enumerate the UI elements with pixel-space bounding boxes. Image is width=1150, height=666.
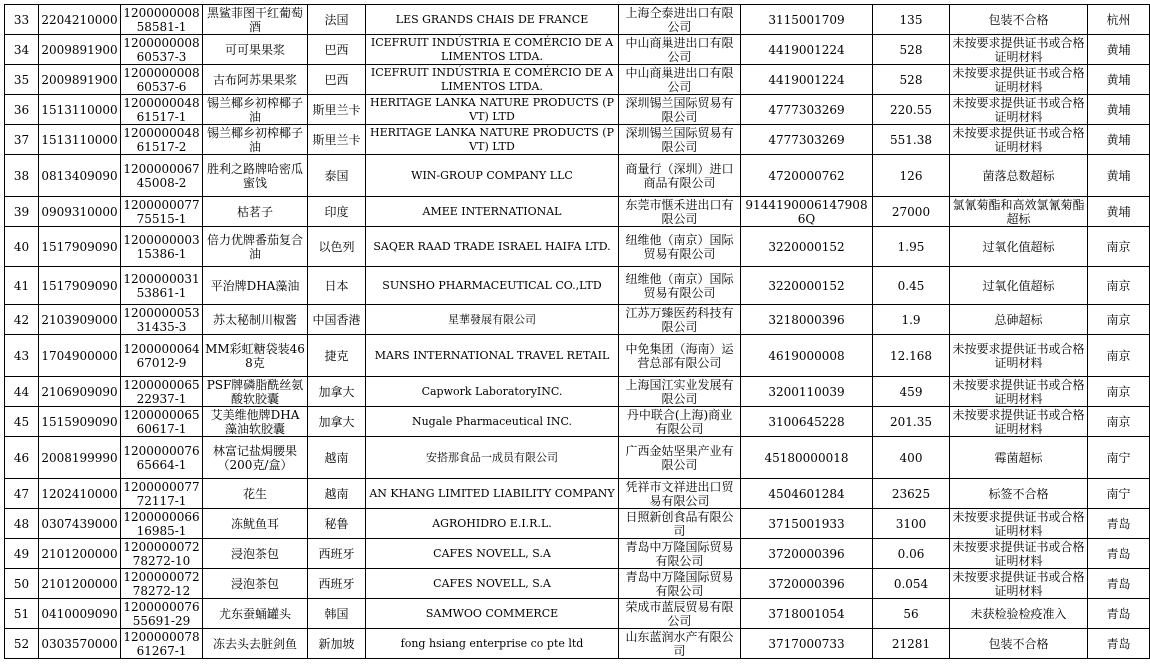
importer-name-cell: 荣成市蓝辰贸易有限公司 <box>619 599 741 629</box>
product-name-cell: 浸泡茶包 <box>203 569 308 599</box>
table-row <box>5 125 1150 155</box>
rejection-reason-cell: 过氧化值超标 <box>950 267 1088 305</box>
origin-country-cell: 新加坡 <box>308 629 366 659</box>
reference-code-cell: 120000006560617-1 <box>121 407 203 437</box>
product-name-cell: 尤东蚕蛹罐头 <box>203 599 308 629</box>
reference-code-cell: 120000000860537-6 <box>121 65 203 95</box>
port-cell: 青岛 <box>1088 629 1150 659</box>
producer-name-cell: AN KHANG LIMITED LIABILITY COMPANY <box>366 479 619 509</box>
product-name-cell: 艾美维他牌DHA藻油软胶囊 <box>203 407 308 437</box>
origin-country-cell: 中国香港 <box>308 305 366 335</box>
producer-name-cell: 安搭那食品一成员有限公司 <box>366 437 619 479</box>
reference-code-cell: 120000007278272-12 <box>121 569 203 599</box>
rejection-reason-cell: 未按要求提供证书或合格证明材料 <box>950 125 1088 155</box>
row-number-cell: 46 <box>5 437 39 479</box>
importer-name-cell: 江苏万臻医药科技有限公司 <box>619 305 741 335</box>
row-number-cell: 40 <box>5 227 39 267</box>
port-cell: 青岛 <box>1088 539 1150 569</box>
product-name-cell: 锡兰椰乡初榨椰子油 <box>203 95 308 125</box>
row-number-cell: 34 <box>5 35 39 65</box>
quantity-cell: 201.35 <box>873 407 950 437</box>
row-number-cell: 50 <box>5 569 39 599</box>
product-name-cell: 冻鱿鱼耳 <box>203 509 308 539</box>
row-number-cell: 51 <box>5 599 39 629</box>
importer-name-cell: 纽维他（南京）国际贸易有限公司 <box>619 267 741 305</box>
table-row <box>5 599 1150 629</box>
origin-country-cell: 印度 <box>308 197 366 227</box>
producer-name-cell: SUNSHO PHARMACEUTICAL CO.,LTD <box>366 267 619 305</box>
quantity-cell: 126 <box>873 155 950 197</box>
hs-code-cell: 1517909090 <box>39 267 121 305</box>
product-name-cell: 苏太秘制川椒酱 <box>203 305 308 335</box>
quantity-cell: 135 <box>873 5 950 35</box>
reference-code-cell: 120000006467012-9 <box>121 335 203 377</box>
importer-name-cell: 丹中联合(上海)商业有限公司 <box>619 407 741 437</box>
registration-number-cell: 3715001933 <box>741 509 873 539</box>
hs-code-cell: 2101200000 <box>39 539 121 569</box>
product-name-cell: 花生 <box>203 479 308 509</box>
table-row <box>5 5 1150 35</box>
origin-country-cell: 秘鲁 <box>308 509 366 539</box>
row-number-cell: 48 <box>5 509 39 539</box>
origin-country-cell: 巴西 <box>308 65 366 95</box>
product-name-cell: 可可果果浆 <box>203 35 308 65</box>
origin-country-cell: 泰国 <box>308 155 366 197</box>
producer-name-cell: fong hsiang enterprise co pte ltd <box>366 629 619 659</box>
quantity-cell: 528 <box>873 35 950 65</box>
port-cell: 青岛 <box>1088 599 1150 629</box>
registration-number-cell: 3718001054 <box>741 599 873 629</box>
hs-code-cell: 1704900000 <box>39 335 121 377</box>
importer-name-cell: 青岛中万隆国际贸易有限公司 <box>619 539 741 569</box>
origin-country-cell: 法国 <box>308 5 366 35</box>
quantity-cell: 23625 <box>873 479 950 509</box>
rejection-reason-cell: 菌落总数超标 <box>950 155 1088 197</box>
registration-number-cell: 3100645228 <box>741 407 873 437</box>
row-number-cell: 43 <box>5 335 39 377</box>
importer-name-cell: 中免集团（海南）运营总部有限公司 <box>619 335 741 377</box>
port-cell: 南京 <box>1088 305 1150 335</box>
origin-country-cell: 加拿大 <box>308 377 366 407</box>
quantity-cell: 27000 <box>873 197 950 227</box>
port-cell: 黄埔 <box>1088 197 1150 227</box>
product-name-cell: MM彩虹糖袋装468克 <box>203 335 308 377</box>
table-row <box>5 437 1150 479</box>
importer-name-cell: 纽维他（南京）国际贸易有限公司 <box>619 227 741 267</box>
origin-country-cell: 捷克 <box>308 335 366 377</box>
table-row <box>5 305 1150 335</box>
origin-country-cell: 西班牙 <box>308 569 366 599</box>
producer-name-cell: Nugale Pharmaceutical INC. <box>366 407 619 437</box>
origin-country-cell: 以色列 <box>308 227 366 267</box>
importer-name-cell: 青岛中万隆国际贸易有限公司 <box>619 569 741 599</box>
reference-code-cell: 120000007278272-10 <box>121 539 203 569</box>
product-name-cell: 枯茗子 <box>203 197 308 227</box>
producer-name-cell: AMEE INTERNATIONAL <box>366 197 619 227</box>
producer-name-cell: HERITAGE LANKA NATURE PRODUCTS (PVT) LTD <box>366 95 619 125</box>
rejection-reason-cell: 未按要求提供证书或合格证明材料 <box>950 407 1088 437</box>
registration-number-cell: 3720000396 <box>741 569 873 599</box>
hs-code-cell: 2009891900 <box>39 65 121 95</box>
table-row <box>5 335 1150 377</box>
reference-code-cell: 120000006745008-2 <box>121 155 203 197</box>
registration-number-cell: 4777303269 <box>741 125 873 155</box>
rejection-reason-cell: 未按要求提供证书或合格证明材料 <box>950 35 1088 65</box>
registration-number-cell: 3717000733 <box>741 629 873 659</box>
reference-code-cell: 120000007861267-1 <box>121 629 203 659</box>
rejection-reason-cell: 未按要求提供证书或合格证明材料 <box>950 335 1088 377</box>
port-cell: 南京 <box>1088 335 1150 377</box>
hs-code-cell: 0813409090 <box>39 155 121 197</box>
registration-number-cell: 4504601284 <box>741 479 873 509</box>
quantity-cell: 12.168 <box>873 335 950 377</box>
hs-code-cell: 2101200000 <box>39 569 121 599</box>
port-cell: 黄埔 <box>1088 95 1150 125</box>
registration-number-cell: 3115001709 <box>741 5 873 35</box>
table-row <box>5 509 1150 539</box>
registration-number-cell: 4720000762 <box>741 155 873 197</box>
registration-number-cell: 45180000018 <box>741 437 873 479</box>
rejection-reason-cell: 未按要求提供证书或合格证明材料 <box>950 539 1088 569</box>
product-name-cell: 胜利之路牌哈密瓜蜜饯 <box>203 155 308 197</box>
inspection-table <box>4 4 1150 659</box>
port-cell: 南京 <box>1088 267 1150 305</box>
quantity-cell: 21281 <box>873 629 950 659</box>
row-number-cell: 39 <box>5 197 39 227</box>
product-name-cell: 黑鲨菲图干红葡萄酒 <box>203 5 308 35</box>
table-row <box>5 629 1150 659</box>
importer-name-cell: 商量行（深圳）进口商品有限公司 <box>619 155 741 197</box>
producer-name-cell: ICEFRUIT INDÚSTRIA E COMÉRCIO DE ALIMENTOS LTDA. <box>366 65 619 95</box>
origin-country-cell: 韩国 <box>308 599 366 629</box>
reference-code-cell: 120000000858581-1 <box>121 5 203 35</box>
origin-country-cell: 巴西 <box>308 35 366 65</box>
table-body <box>5 5 1150 659</box>
table-row <box>5 227 1150 267</box>
importer-name-cell: 中山商巢进出口有限公司 <box>619 65 741 95</box>
rejection-reason-cell: 包装不合格 <box>950 629 1088 659</box>
row-number-cell: 38 <box>5 155 39 197</box>
port-cell: 杭州 <box>1088 5 1150 35</box>
product-name-cell: 冻去头去脏剑鱼 <box>203 629 308 659</box>
row-number-cell: 33 <box>5 5 39 35</box>
hs-code-cell: 0303570000 <box>39 629 121 659</box>
hs-code-cell: 1513110000 <box>39 95 121 125</box>
quantity-cell: 0.45 <box>873 267 950 305</box>
rejection-reason-cell: 未按要求提供证书或合格证明材料 <box>950 95 1088 125</box>
producer-name-cell: ICEFRUIT INDÚSTRIA E COMÉRCIO DE ALIMENTOS LTDA. <box>366 35 619 65</box>
row-number-cell: 37 <box>5 125 39 155</box>
rejection-reason-cell: 氯氰菊酯和高效氯氰菊酯超标 <box>950 197 1088 227</box>
registration-number-cell: 3200110039 <box>741 377 873 407</box>
importer-name-cell: 上海仝泰进出口有限公司 <box>619 5 741 35</box>
registration-number-cell: 4419001224 <box>741 65 873 95</box>
row-number-cell: 35 <box>5 65 39 95</box>
registration-number-cell: 3220000152 <box>741 227 873 267</box>
table-row <box>5 35 1150 65</box>
origin-country-cell: 越南 <box>308 437 366 479</box>
registration-number-cell: 3220000152 <box>741 267 873 305</box>
rejection-reason-cell: 标签不合格 <box>950 479 1088 509</box>
rejection-reason-cell: 包装不合格 <box>950 5 1088 35</box>
reference-code-cell: 120000004861517-1 <box>121 95 203 125</box>
origin-country-cell: 日本 <box>308 267 366 305</box>
table-row <box>5 65 1150 95</box>
origin-country-cell: 越南 <box>308 479 366 509</box>
row-number-cell: 47 <box>5 479 39 509</box>
reference-code-cell: 120000007772117-1 <box>121 479 203 509</box>
quantity-cell: 459 <box>873 377 950 407</box>
importer-name-cell: 上海国江实业发展有限公司 <box>619 377 741 407</box>
row-number-cell: 49 <box>5 539 39 569</box>
hs-code-cell: 2106909090 <box>39 377 121 407</box>
port-cell: 青岛 <box>1088 509 1150 539</box>
port-cell: 南京 <box>1088 227 1150 267</box>
hs-code-cell: 1202410000 <box>39 479 121 509</box>
registration-number-cell: 3218000396 <box>741 305 873 335</box>
product-name-cell: 古布阿苏果果浆 <box>203 65 308 95</box>
registration-number-cell: 4777303269 <box>741 95 873 125</box>
hs-code-cell: 1517909090 <box>39 227 121 267</box>
hs-code-cell: 2008199990 <box>39 437 121 479</box>
origin-country-cell: 斯里兰卡 <box>308 95 366 125</box>
reference-code-cell: 120000007775515-1 <box>121 197 203 227</box>
producer-name-cell: SAQER RAAD TRADE ISRAEL HAIFA LTD. <box>366 227 619 267</box>
product-name-cell: 林富记盐焗腰果（200克/盒） <box>203 437 308 479</box>
origin-country-cell: 斯里兰卡 <box>308 125 366 155</box>
producer-name-cell: HERITAGE LANKA NATURE PRODUCTS (PVT) LTD <box>366 125 619 155</box>
quantity-cell: 0.054 <box>873 569 950 599</box>
reference-code-cell: 120000000315386-1 <box>121 227 203 267</box>
row-number-cell: 42 <box>5 305 39 335</box>
reference-code-cell: 120000006522937-1 <box>121 377 203 407</box>
port-cell: 南宁 <box>1088 437 1150 479</box>
hs-code-cell: 0410009090 <box>39 599 121 629</box>
origin-country-cell: 西班牙 <box>308 539 366 569</box>
table-row <box>5 377 1150 407</box>
port-cell: 黄埔 <box>1088 35 1150 65</box>
table-row <box>5 267 1150 305</box>
hs-code-cell: 1515909090 <box>39 407 121 437</box>
importer-name-cell: 凭祥市文祥进出口贸易有限公司 <box>619 479 741 509</box>
registration-number-cell: 4619000008 <box>741 335 873 377</box>
importer-name-cell: 深圳锡兰国际贸易有限公司 <box>619 95 741 125</box>
product-name-cell: 平治牌DHA藻油 <box>203 267 308 305</box>
quantity-cell: 1.9 <box>873 305 950 335</box>
hs-code-cell: 2103909000 <box>39 305 121 335</box>
table-row <box>5 407 1150 437</box>
row-number-cell: 36 <box>5 95 39 125</box>
reference-code-cell: 120000005331435-3 <box>121 305 203 335</box>
rejection-reason-cell: 霉菌超标 <box>950 437 1088 479</box>
rejection-reason-cell: 未按要求提供证书或合格证明材料 <box>950 377 1088 407</box>
rejection-reason-cell: 未按要求提供证书或合格证明材料 <box>950 65 1088 95</box>
producer-name-cell: LES GRANDS CHAIS DE FRANCE <box>366 5 619 35</box>
table-row <box>5 569 1150 599</box>
reference-code-cell: 120000007665664-1 <box>121 437 203 479</box>
port-cell: 黄埔 <box>1088 125 1150 155</box>
rejection-reason-cell: 过氧化值超标 <box>950 227 1088 267</box>
quantity-cell: 1.95 <box>873 227 950 267</box>
rejection-reason-cell: 未按要求提供证书或合格证明材料 <box>950 509 1088 539</box>
table-row <box>5 539 1150 569</box>
reference-code-cell: 120000004861517-2 <box>121 125 203 155</box>
importer-name-cell: 广西金姑坚果产业有限公司 <box>619 437 741 479</box>
rejection-reason-cell: 总砷超标 <box>950 305 1088 335</box>
quantity-cell: 220.55 <box>873 95 950 125</box>
product-name-cell: PSF牌磷脂酰丝氨酸软胶囊 <box>203 377 308 407</box>
hs-code-cell: 0909310000 <box>39 197 121 227</box>
importer-name-cell: 东莞市惬禾进出口有限公司 <box>619 197 741 227</box>
row-number-cell: 44 <box>5 377 39 407</box>
table-row <box>5 479 1150 509</box>
quantity-cell: 528 <box>873 65 950 95</box>
importer-name-cell: 深圳锡兰国际贸易有限公司 <box>619 125 741 155</box>
product-name-cell: 浸泡茶包 <box>203 539 308 569</box>
hs-code-cell: 2009891900 <box>39 35 121 65</box>
hs-code-cell: 1513110000 <box>39 125 121 155</box>
row-number-cell: 45 <box>5 407 39 437</box>
producer-name-cell: AGROHIDRO E.I.R.L. <box>366 509 619 539</box>
product-name-cell: 锡兰椰乡初榨椰子油 <box>203 125 308 155</box>
producer-name-cell: 星華發展有限公司 <box>366 305 619 335</box>
table-row <box>5 95 1150 125</box>
port-cell: 南宁 <box>1088 479 1150 509</box>
quantity-cell: 0.06 <box>873 539 950 569</box>
producer-name-cell: CAFES NOVELL, S.A <box>366 569 619 599</box>
importer-name-cell: 山东蓝润水产有限公司 <box>619 629 741 659</box>
hs-code-cell: 2204210000 <box>39 5 121 35</box>
row-number-cell: 52 <box>5 629 39 659</box>
registration-number-cell: 3720000396 <box>741 539 873 569</box>
reference-code-cell: 120000007655691-29 <box>121 599 203 629</box>
quantity-cell: 56 <box>873 599 950 629</box>
reference-code-cell: 120000006616985-1 <box>121 509 203 539</box>
port-cell: 青岛 <box>1088 569 1150 599</box>
table-row <box>5 155 1150 197</box>
producer-name-cell: CAFES NOVELL, S.A <box>366 539 619 569</box>
port-cell: 南京 <box>1088 377 1150 407</box>
quantity-cell: 400 <box>873 437 950 479</box>
table-row <box>5 197 1150 227</box>
quantity-cell: 3100 <box>873 509 950 539</box>
producer-name-cell: Capwork LaboratoryINC. <box>366 377 619 407</box>
port-cell: 黄埔 <box>1088 65 1150 95</box>
registration-number-cell: 4419001224 <box>741 35 873 65</box>
rejection-reason-cell: 未获检验检疫准入 <box>950 599 1088 629</box>
registration-number-cell: 91441900061479086Q <box>741 197 873 227</box>
rejection-reason-cell: 未按要求提供证书或合格证明材料 <box>950 569 1088 599</box>
row-number-cell: 41 <box>5 267 39 305</box>
origin-country-cell: 加拿大 <box>308 407 366 437</box>
producer-name-cell: SAMWOO COMMERCE <box>366 599 619 629</box>
producer-name-cell: WIN-GROUP COMPANY LLC <box>366 155 619 197</box>
quantity-cell: 551.38 <box>873 125 950 155</box>
reference-code-cell: 120000000860537-3 <box>121 35 203 65</box>
hs-code-cell: 0307439000 <box>39 509 121 539</box>
importer-name-cell: 中山商巢进出口有限公司 <box>619 35 741 65</box>
importer-name-cell: 日照新创食品有限公司 <box>619 509 741 539</box>
port-cell: 南京 <box>1088 407 1150 437</box>
port-cell: 黄埔 <box>1088 155 1150 197</box>
product-name-cell: 倍力优牌番茄复合油 <box>203 227 308 267</box>
reference-code-cell: 120000003153861-1 <box>121 267 203 305</box>
producer-name-cell: MARS INTERNATIONAL TRAVEL RETAIL <box>366 335 619 377</box>
